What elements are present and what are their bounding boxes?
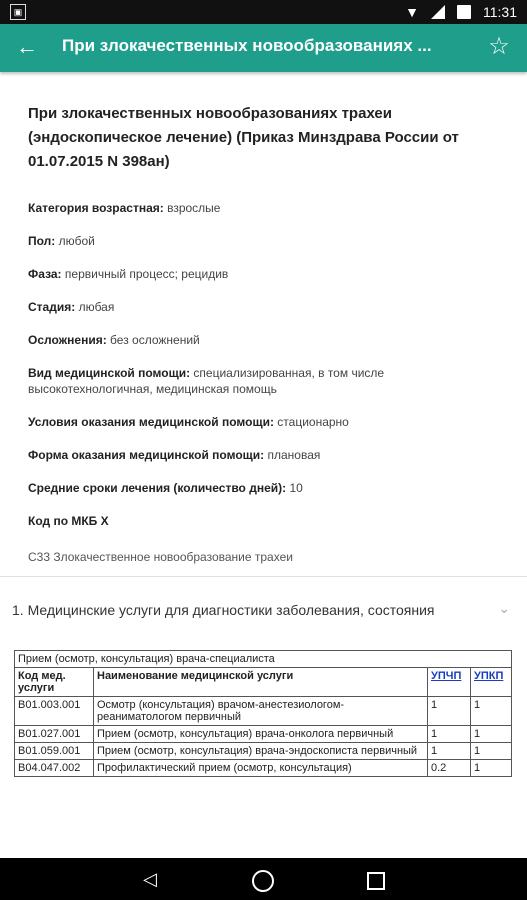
cell-code: B04.047.002	[15, 760, 94, 777]
services-table	[14, 650, 512, 777]
cell-upkp: 1	[471, 697, 512, 726]
field-form	[28, 447, 498, 463]
field-label: Осложнения:	[28, 333, 107, 347]
field-phase	[28, 266, 498, 282]
section-title: 1. Медицинские услуги для диагностики заболевания, состояния	[12, 602, 435, 618]
status-time: 11:31	[483, 4, 517, 20]
column-header: Код мед. услуги	[15, 668, 94, 697]
column-header-link[interactable]	[471, 668, 512, 697]
field-conditions	[28, 414, 498, 430]
cell-upkp: 1	[471, 760, 512, 777]
field-sex	[28, 233, 498, 249]
status-bar	[0, 0, 527, 24]
document-content[interactable]	[0, 72, 527, 858]
column-header: Наименование медицинской услуги	[94, 668, 428, 697]
table-row	[15, 726, 512, 743]
column-header-link[interactable]	[428, 668, 471, 697]
cell-name: Осмотр (консультация) врачом-анестезиологом-реаниматологом первичный	[94, 697, 428, 726]
upkp-link[interactable]: УПКП	[474, 670, 504, 682]
field-age	[28, 200, 498, 216]
field-label: Стадия:	[28, 300, 76, 314]
field-value: 10	[289, 481, 303, 495]
field-label: Фаза:	[28, 267, 62, 281]
field-duration	[28, 480, 498, 496]
field-value: первичный процесс; рецидив	[64, 267, 229, 281]
cell-upchp: 1	[428, 726, 471, 743]
cell-upchp: 1	[428, 697, 471, 726]
table-row	[15, 760, 512, 777]
field-value: плановая	[267, 448, 321, 462]
field-value: специализированная, в том числе высокотехнологичная, медицинская помощь	[28, 366, 385, 396]
cell-upkp: 1	[471, 726, 512, 743]
field-label: Форма оказания медицинской помощи:	[28, 448, 265, 462]
field-label: Код по МКБ X	[28, 514, 109, 528]
field-complications	[28, 332, 498, 348]
field-stage	[28, 299, 498, 315]
app-bar-title: При злокачественных новообразованиях ...	[62, 36, 432, 55]
cell-name: Прием (осмотр, консультация) врача-онколога первичный	[94, 726, 428, 743]
cell-code: B01.027.001	[15, 726, 94, 743]
field-label: Вид медицинской помощи:	[28, 366, 191, 380]
document-fields	[28, 200, 498, 582]
navigation-bar	[0, 858, 527, 900]
table-row	[15, 743, 512, 760]
field-label: Категория возрастная:	[28, 201, 164, 215]
table-header-row	[15, 668, 512, 697]
square-recents-icon[interactable]	[367, 872, 385, 890]
section-header[interactable]	[12, 602, 512, 618]
field-value: без осложнений	[110, 333, 200, 347]
mkb-value: C33 Злокачественное новообразование трахеи	[28, 550, 293, 564]
field-label: Условия оказания медицинской помощи:	[28, 415, 274, 429]
wifi-icon: ▼	[405, 4, 419, 20]
battery-icon	[457, 5, 471, 19]
field-mkb	[28, 513, 498, 565]
signal-icon	[431, 5, 445, 19]
cell-upchp: 0.2	[428, 760, 471, 777]
chevron-down-icon[interactable]: ⌄	[498, 600, 510, 616]
notification-icon: ▣	[10, 4, 26, 20]
table-caption: Прием (осмотр, консультация) врача-специалиста	[15, 651, 512, 668]
app-bar	[0, 24, 527, 72]
field-value: любой	[58, 234, 95, 248]
cell-code: B01.003.001	[15, 697, 94, 726]
table-caption-row	[15, 651, 512, 668]
cell-upkp: 1	[471, 743, 512, 760]
cell-name: Прием (осмотр, консультация) врача-эндоскописта первичный	[94, 743, 428, 760]
divider	[0, 576, 527, 577]
circle-home-icon[interactable]	[252, 870, 274, 892]
field-label: Пол:	[28, 234, 56, 248]
triangle-back-icon[interactable]: ◁	[143, 869, 157, 889]
field-value: взрослые	[167, 201, 221, 215]
field-value: любая	[78, 300, 115, 314]
cell-code: B01.059.001	[15, 743, 94, 760]
star-outline-icon[interactable]: ☆	[488, 33, 510, 60]
document-title: При злокачественных новообразованиях трахеи (эндоскопическое лечение) (Приказ Минздрава России от 01.07.2015 N 398ан)	[28, 105, 459, 170]
cell-name: Профилактический прием (осмотр, консультация)	[94, 760, 428, 777]
field-care-type	[28, 365, 498, 397]
field-value: стационарно	[277, 415, 349, 429]
table-row	[15, 697, 512, 726]
upchp-link[interactable]: УПЧП	[431, 670, 462, 682]
field-label: Средние сроки лечения (количество дней):	[28, 481, 287, 495]
arrow-left-icon[interactable]: ←	[16, 34, 38, 59]
cell-upchp: 1	[428, 743, 471, 760]
